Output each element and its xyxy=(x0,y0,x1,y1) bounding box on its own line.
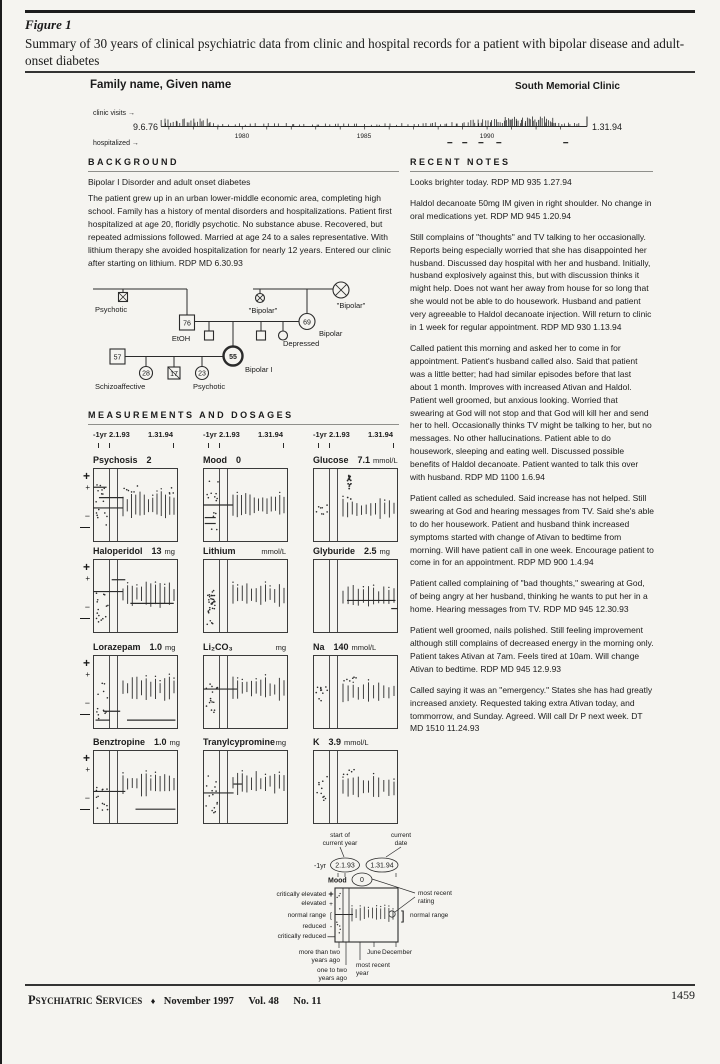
legend-most-recent-rating2: rating xyxy=(418,898,435,905)
top-rule xyxy=(25,10,695,13)
husband-age: 57 xyxy=(113,354,122,362)
chart-dates-header xyxy=(203,430,303,450)
mini-chart-benztropine xyxy=(93,750,178,824)
chart-title-lorazepam xyxy=(93,642,178,652)
recent-notes-column xyxy=(410,176,654,743)
chart-unit: mmol/L xyxy=(351,643,377,652)
figure-label: Figure 1 xyxy=(25,17,72,32)
page-number: 1459 xyxy=(671,988,695,1002)
scale-symbol: + xyxy=(85,670,90,679)
axis-date-label: 2.1.93 xyxy=(109,430,130,439)
axis-date-tick xyxy=(318,443,319,448)
scale-symbol: − xyxy=(84,602,90,612)
chart-title-mood xyxy=(203,455,288,465)
visit-tick-marks xyxy=(161,117,587,130)
scale-symbol: + xyxy=(82,656,90,670)
chart-current-value: 2 xyxy=(146,455,152,465)
background-heading: BACKGROUND xyxy=(88,157,399,172)
year-label-1990: 1990 xyxy=(479,133,495,140)
legend-most-recent-year: most recent xyxy=(356,962,390,969)
title-rule xyxy=(25,71,695,73)
scan-edge-artifact xyxy=(0,0,2,1064)
legend-row-label: normal range xyxy=(287,912,326,919)
sibling1-symbol xyxy=(205,331,214,340)
family-genogram xyxy=(85,281,385,399)
husband-label: Schizoaffective xyxy=(95,382,146,391)
note: Patient well groomed, nails polished. Still feeling improvement although still complains of decreased energy in the morning only. Patient takes Ativan at 7am. Feels tired at 10am. Will change Ativan to bedtime. RDP MD 945 12.9.93 xyxy=(410,625,654,674)
note: Called patient this morning and asked her to come in for appointment. Patient's husband called also. Said that patient was a little better; had had similar episodes before that last about 1 month. Improves with increased Ativan and Haldol. Patient well groomed, but anxious looking. Worried that swearing at God will not stop and that God will kill her and send her to hell. Occasionally thinks TV might be talking to her, but no messages. No other hallucinations. Patient able to do housework, sleeping and eating well. Discussed possible benefits of Haldol decanoate. Patient wanted to talk this over with husband. RDP MD 1100 1.6.94 xyxy=(410,342,652,483)
footer-volume: Vol. 48 xyxy=(248,996,279,1007)
figure-title-line2: onset diabetes xyxy=(25,52,100,68)
patient-name: Family name, Given name xyxy=(90,79,232,91)
axis-date-tick xyxy=(329,443,330,448)
scale-symbol: + xyxy=(85,765,90,774)
axis-date-label: -1yr xyxy=(313,430,327,439)
axis-date-tick xyxy=(208,443,209,448)
timeline-start-date: 9.6.76 xyxy=(132,122,158,132)
recent-notes-heading: RECENT NOTES xyxy=(410,157,653,172)
legend-start-of-year-label: start of xyxy=(330,832,350,839)
legend-december: December xyxy=(382,949,412,956)
chart-current-value: 0 xyxy=(236,455,242,465)
axis-date-label: 1.31.94 xyxy=(148,430,174,439)
chart-name: K xyxy=(313,737,320,747)
hospitalized-label: hospitalized → xyxy=(93,140,139,147)
chart-unit: mg xyxy=(165,643,176,652)
axis-date-label: 2.1.93 xyxy=(219,430,240,439)
child3-label: Psychotic xyxy=(193,382,226,391)
legend-tick-marks xyxy=(335,893,394,934)
legend-row-symbol: - xyxy=(329,924,333,931)
clinic-visits-label: clinic visits → xyxy=(93,110,136,117)
chart-name: Lithium xyxy=(203,546,236,556)
child2-age: 17 xyxy=(170,371,178,378)
mini-chart-lorazepam xyxy=(93,655,178,729)
chart-format-legend xyxy=(268,826,538,982)
chart-title-psychosis xyxy=(93,455,178,465)
chart-name: Psychosis xyxy=(93,455,138,465)
chart-unit: mg xyxy=(275,643,286,652)
patient-label: Bipolar I xyxy=(245,365,273,374)
legend-row-label: critically elevated xyxy=(276,891,326,898)
axis-date-label: 1.31.94 xyxy=(258,430,284,439)
chart-current-value: 1.0 xyxy=(149,642,163,652)
diagnosis-line: Bipolar I Disorder and adult onset diabetes xyxy=(88,177,251,187)
legend-most-recent-circle xyxy=(389,911,395,917)
legend-june: June xyxy=(366,949,382,956)
legend-row-label: critically reduced xyxy=(277,933,326,940)
legend-normal-range-right: normal range xyxy=(410,912,449,919)
chart-name: Haloperidol xyxy=(93,546,143,556)
legend-one-to-two2: years ago xyxy=(318,975,347,982)
scale-symbol: − xyxy=(84,511,90,521)
clinic-visits-timeline xyxy=(88,102,633,152)
chart-unit: mg xyxy=(164,547,175,556)
chart-title-li₂co₃ xyxy=(203,642,288,652)
legend-row-label: reduced xyxy=(302,923,326,930)
legend-row-label: elevated xyxy=(301,900,326,907)
footer-issue: November 1997 xyxy=(163,996,234,1007)
chart-current-value: 140 xyxy=(333,642,349,652)
chart-title-lithium xyxy=(203,546,288,556)
chart-title-benztropine xyxy=(93,737,178,747)
chart-name: Glucose xyxy=(313,455,349,465)
paternal-relative-label: Psychotic xyxy=(95,305,128,314)
chart-title-na xyxy=(313,642,398,652)
mini-chart-psychosis xyxy=(93,468,178,542)
measurements-heading: MEASUREMENTS AND DOSAGES xyxy=(88,410,399,425)
legend-chart-value: 0 xyxy=(360,877,364,884)
legend-row-symbol: [ xyxy=(330,913,332,920)
chart-current-value: 13 xyxy=(151,546,162,556)
sibling2-symbol xyxy=(257,331,266,340)
axis-date-label: -1yr xyxy=(203,430,217,439)
maternal-grandmother-label: "Bipolar" xyxy=(336,301,366,310)
legend-minus1yr: -1yr xyxy=(313,863,326,870)
year-label-1980: 1980 xyxy=(234,133,250,140)
chart-unit: mg xyxy=(169,738,180,747)
mini-chart-mood xyxy=(203,468,288,542)
chart-unit: mg xyxy=(275,738,286,747)
chart-unit: mmol/L xyxy=(373,456,398,465)
axis-date-tick xyxy=(98,443,99,448)
chart-name: Tranylcypromine xyxy=(203,737,276,747)
axis-date-tick xyxy=(219,443,220,448)
chart-unit: mmol/L xyxy=(261,547,286,556)
legend-more-than-two: more than two xyxy=(298,949,340,956)
footer-rule xyxy=(25,984,695,986)
mini-chart-glucose xyxy=(313,468,398,542)
footer-left xyxy=(28,991,321,1009)
father-label: EtOH xyxy=(171,334,191,343)
note: Patient called complaining of "bad thoughts," swearing at God, of being angry at her husband, thinking he wants to put her in a home. Hearing messages from TV. RDP MD 945 12.30.93 xyxy=(410,578,648,615)
note: Looks brighter today. RDP MD 935 1.27.94 xyxy=(410,177,572,187)
scale-symbol: + xyxy=(82,469,90,483)
mini-chart-na xyxy=(313,655,398,729)
footer-number: No. 11 xyxy=(293,996,322,1007)
axis-date-tick xyxy=(109,443,110,448)
legend-year-start-date: 2.1.93 xyxy=(335,862,355,870)
chart-title-glucose xyxy=(313,455,398,465)
legend-current-date-label2: date xyxy=(394,840,408,847)
chart-title-k xyxy=(313,737,398,747)
mini-chart-k xyxy=(313,750,398,824)
maternal-aunt-label: "Bipolar" xyxy=(248,306,278,315)
diamond-icon: ♦ xyxy=(150,996,156,1006)
note: Haldol decanoate 50mg IM given in right shoulder. No change in oral medications yet. RDP MD 945 1.20.94 xyxy=(410,197,652,221)
note: Called saying it was an "emergency." States she has had greatly increased anxiety. Requested taking extra Ativan today, and tommorrow, and Sunday. Agreed. Will call Dr P next week. DT MD 1510 11.24.93 xyxy=(410,684,653,734)
note: Still complains of "thoughts" and TV talking to her occasionally. Reports being especially worried that she has disappointed her husband. Discussed day hospital with her and husband. Initially, husband explosively against this, but with discussion thinks it might help. Does not want her away from house for so long that she would not be able to do housework. Husband and patient very agreeable to Haldol decanoate injection. Will return to clinic in 1 week for regular appointment. RDP MD 930 1.13.94 xyxy=(410,231,652,333)
child3-age: 23 xyxy=(198,370,206,378)
legend-row-symbol: + xyxy=(328,889,334,899)
legend-most-recent-rating: most recent xyxy=(418,890,452,897)
axis-date-label: -1yr xyxy=(93,430,107,439)
legend-start-of-year-label2: current year xyxy=(322,840,358,847)
chart-unit: mg xyxy=(379,547,390,556)
legend-normal-bracket: ] xyxy=(401,908,405,923)
axis-date-tick xyxy=(283,443,284,448)
journal-name: Psychiatric Services xyxy=(28,993,143,1007)
scale-symbol: + xyxy=(85,574,90,583)
year-label-1985: 1985 xyxy=(356,133,372,140)
mini-chart-glyburide xyxy=(313,559,398,633)
chart-name: Na xyxy=(313,642,325,652)
background-history: The patient grew up in an urban lower-middle economic area, completing high school. Family has a history of mental disorders and hospitalizations. Patient first hospitalized at age 20, floridly psychotic. No substance abuse. Recovered, but repeated admissions followed. Married at age 24 to a sales representative. With lithium therapy she avoided hospitalization for nearly 12 years. Entered our clinic after starting on lithium. RDP MD 6.30.93 xyxy=(88,193,392,268)
axis-date-label: 1.31.94 xyxy=(368,430,394,439)
scale-symbol: + xyxy=(82,560,90,574)
scale-symbol: − xyxy=(84,698,90,708)
timeline-end-date: 1.31.94 xyxy=(592,122,623,132)
chart-unit: mmol/L xyxy=(344,738,369,747)
chart-name: Li₂CO₃ xyxy=(203,642,233,652)
figure-title xyxy=(25,36,701,69)
hospitalization-marks xyxy=(447,142,568,143)
note: Patient called as scheduled. Said increase has not helped. Still swearing at God and hearing messages from TV. Said she's able to do her housework. Patient and husband think increased symptoms started with change of Ativan to bedtime from morning. Will have patient call in one week. Encourage patient to come in for an appointment. RDP MD 900 1.4.94 xyxy=(410,492,655,568)
chart-name: Glyburide xyxy=(313,546,356,556)
mother-age: 69 xyxy=(303,319,311,327)
scale-symbol: + xyxy=(82,751,90,765)
legend-one-to-two: one to two xyxy=(317,967,347,974)
father-age: 76 xyxy=(183,320,191,328)
legend-row-symbol: — xyxy=(327,934,335,941)
chart-name: Lorazepam xyxy=(93,642,141,652)
axis-date-tick xyxy=(393,443,394,448)
chart-current-value: 7.1 xyxy=(357,455,371,465)
chart-title-tranylcypromine xyxy=(203,737,288,747)
mini-chart-haloperidol xyxy=(93,559,178,633)
mini-chart-lico xyxy=(203,655,288,729)
legend-current-date-value: 1.31.94 xyxy=(370,862,394,870)
axis-date-tick xyxy=(173,443,174,448)
mini-chart-tranylcypromine xyxy=(203,750,288,824)
figure-title-line1: Summary of 30 years of clinical psychiatric data from clinic and hospital records for a patient with bipolar disease and adult- xyxy=(25,36,685,51)
scale-symbol: — xyxy=(80,804,90,815)
clinic-name: South Memorial Clinic xyxy=(514,81,620,92)
chart-current-value: 3.9 xyxy=(328,737,342,747)
scale-symbol: + xyxy=(85,483,90,492)
scale-symbol: — xyxy=(80,709,90,720)
chart-current-value: 2.5 xyxy=(364,546,377,556)
chart-name: Mood xyxy=(203,455,227,465)
axis-date-label: 2.1.93 xyxy=(329,430,350,439)
legend-more-than-two2: years ago xyxy=(311,957,340,964)
patient-age: 55 xyxy=(229,354,237,361)
chart-title-glyburide xyxy=(313,546,398,556)
chart-current-value: 1.0 xyxy=(154,737,167,747)
child1-age: 28 xyxy=(142,370,150,378)
chart-dates-header xyxy=(313,430,413,450)
scale-symbol: − xyxy=(84,793,90,803)
legend-chart-name: Mood xyxy=(328,877,347,885)
legend-current-date-label: current xyxy=(390,832,412,839)
chart-dates-header xyxy=(93,430,193,450)
legend-most-recent-year2: year xyxy=(356,970,369,977)
mother-diagnosis-2: Depressed xyxy=(283,339,320,348)
mini-chart-lithium xyxy=(203,559,288,633)
chart-name: Benztropine xyxy=(93,737,146,747)
scale-symbol: — xyxy=(80,522,90,533)
legend-row-symbol: + xyxy=(329,901,333,908)
chart-title-haloperidol xyxy=(93,546,178,556)
scale-symbol: — xyxy=(80,613,90,624)
mother-diagnosis-1: Bipolar xyxy=(319,329,343,338)
